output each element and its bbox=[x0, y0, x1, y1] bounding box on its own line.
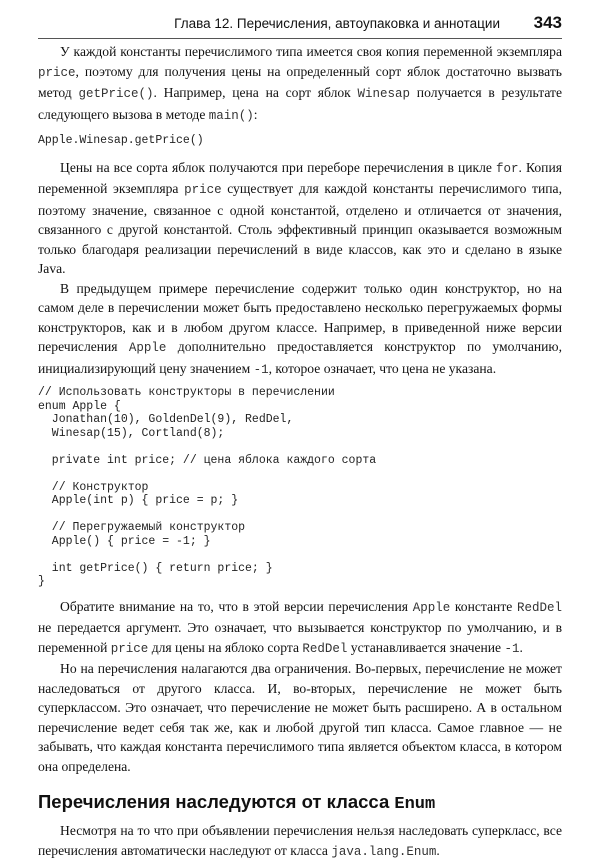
paragraph-6: Несмотря на то что при объявлении перечисления нельзя наследовать суперкласс, все перечисления автоматически наследуют от класса java.lang.Enum. bbox=[38, 823, 562, 859]
code-java-lang-enum: java.lang.Enum bbox=[331, 844, 437, 859]
paragraph-4: Обратите внимание на то, что в этой версии перечисления Apple константе RedDel не передается аргумент. Это означает, что вызывается конструктор по умолчанию, и в переменной price для цены на яблоко сорта RedDel устанавливается значение -1. bbox=[38, 598, 562, 656]
page-body bbox=[38, 42, 562, 862]
code-price: price bbox=[184, 183, 222, 197]
code-reddel: RedDel bbox=[302, 641, 348, 656]
code-price: price bbox=[38, 65, 76, 80]
paragraph-5: Но на перечисления налагаются два ограничения. Во-первых, перечисление не может наследоваться от другого класса. И, во-вторых, перечисление не может быть суперклассом. Это означает, что перечисление не может быть расширено. А в остальном перечисление ведет себя так же, как и любой другой тип класса. Самое главное — не забывать, что каждая константа перечислимого типа является объектом класса, в котором она определена. bbox=[38, 661, 562, 774]
paragraph-1: У каждой константы перечислимого типа имеется своя копия переменной экземпляра price, поэтому для получения цены на определенный сорт яблок достаточно вызвать метод getPrice(). Например, цена на сорт яблок Winesap получается в результате следующего вызова в методе main(): bbox=[38, 44, 562, 123]
section-heading-code: Enum bbox=[394, 795, 436, 814]
code-apple: Apple bbox=[128, 341, 167, 355]
code-listing-enum-apple: // Использовать конструкторы в перечислении enum Apple { Jonathan(10), GoldenDel(9), RedDel, Winesap(15), Cortland(8); private int price; // цена яблока каждого сорта // Конструктор Apple(int p) { price = p; } // Перегружаемый конструктор Apple() { price = -1; } int getPrice() { return price; } } bbox=[38, 386, 377, 588]
code-reddel: RedDel bbox=[516, 600, 562, 615]
chapter-title: Глава 12. Перечисления, автоупаковка и аннотации bbox=[174, 16, 500, 31]
code-minus-one: -1 bbox=[253, 362, 269, 377]
code-price: price bbox=[110, 641, 149, 656]
code-apple: Apple bbox=[412, 600, 451, 615]
header-rule bbox=[38, 38, 562, 39]
code-main: main() bbox=[208, 108, 254, 123]
code-snippet-getprice: Apple.Winesap.getPrice() bbox=[38, 134, 204, 147]
code-getprice: getPrice() bbox=[78, 87, 154, 101]
running-header bbox=[38, 13, 562, 37]
code-for: for bbox=[496, 161, 519, 176]
paragraph-2: Цены на все сорта яблок получаются при переборе перечисления в цикле for. Копия переменной экземпляра price существует для каждой константы перечислимого типа, поэтому значение, связанное с одной константой, отделено и отличается от значения, связанного с другой константой. Столь эффективный принцип оказывается возможным только благодаря реализации перечислений в виде классов, как это и сделано в языке Java. bbox=[38, 159, 562, 276]
paragraph-3: В предыдущем примере перечисление содержит только один конструктор, но на самом деле в перечислении может быть предоставлено несколько перегружаемых формы конструкторов, как и в любом другом классе. Например, в приведенной ниже версии перечисления Apple дополнительно предоставляется конструктор по умолчанию, инициализирующий цену значением -1, которое означает, что цена не указана. bbox=[38, 280, 562, 377]
code-minus-one: -1 bbox=[504, 641, 520, 656]
page-number: 343 bbox=[533, 13, 562, 32]
section-heading: Перечисления наследуются от класса Enum bbox=[38, 791, 436, 814]
code-winesap: Winesap bbox=[357, 87, 411, 101]
